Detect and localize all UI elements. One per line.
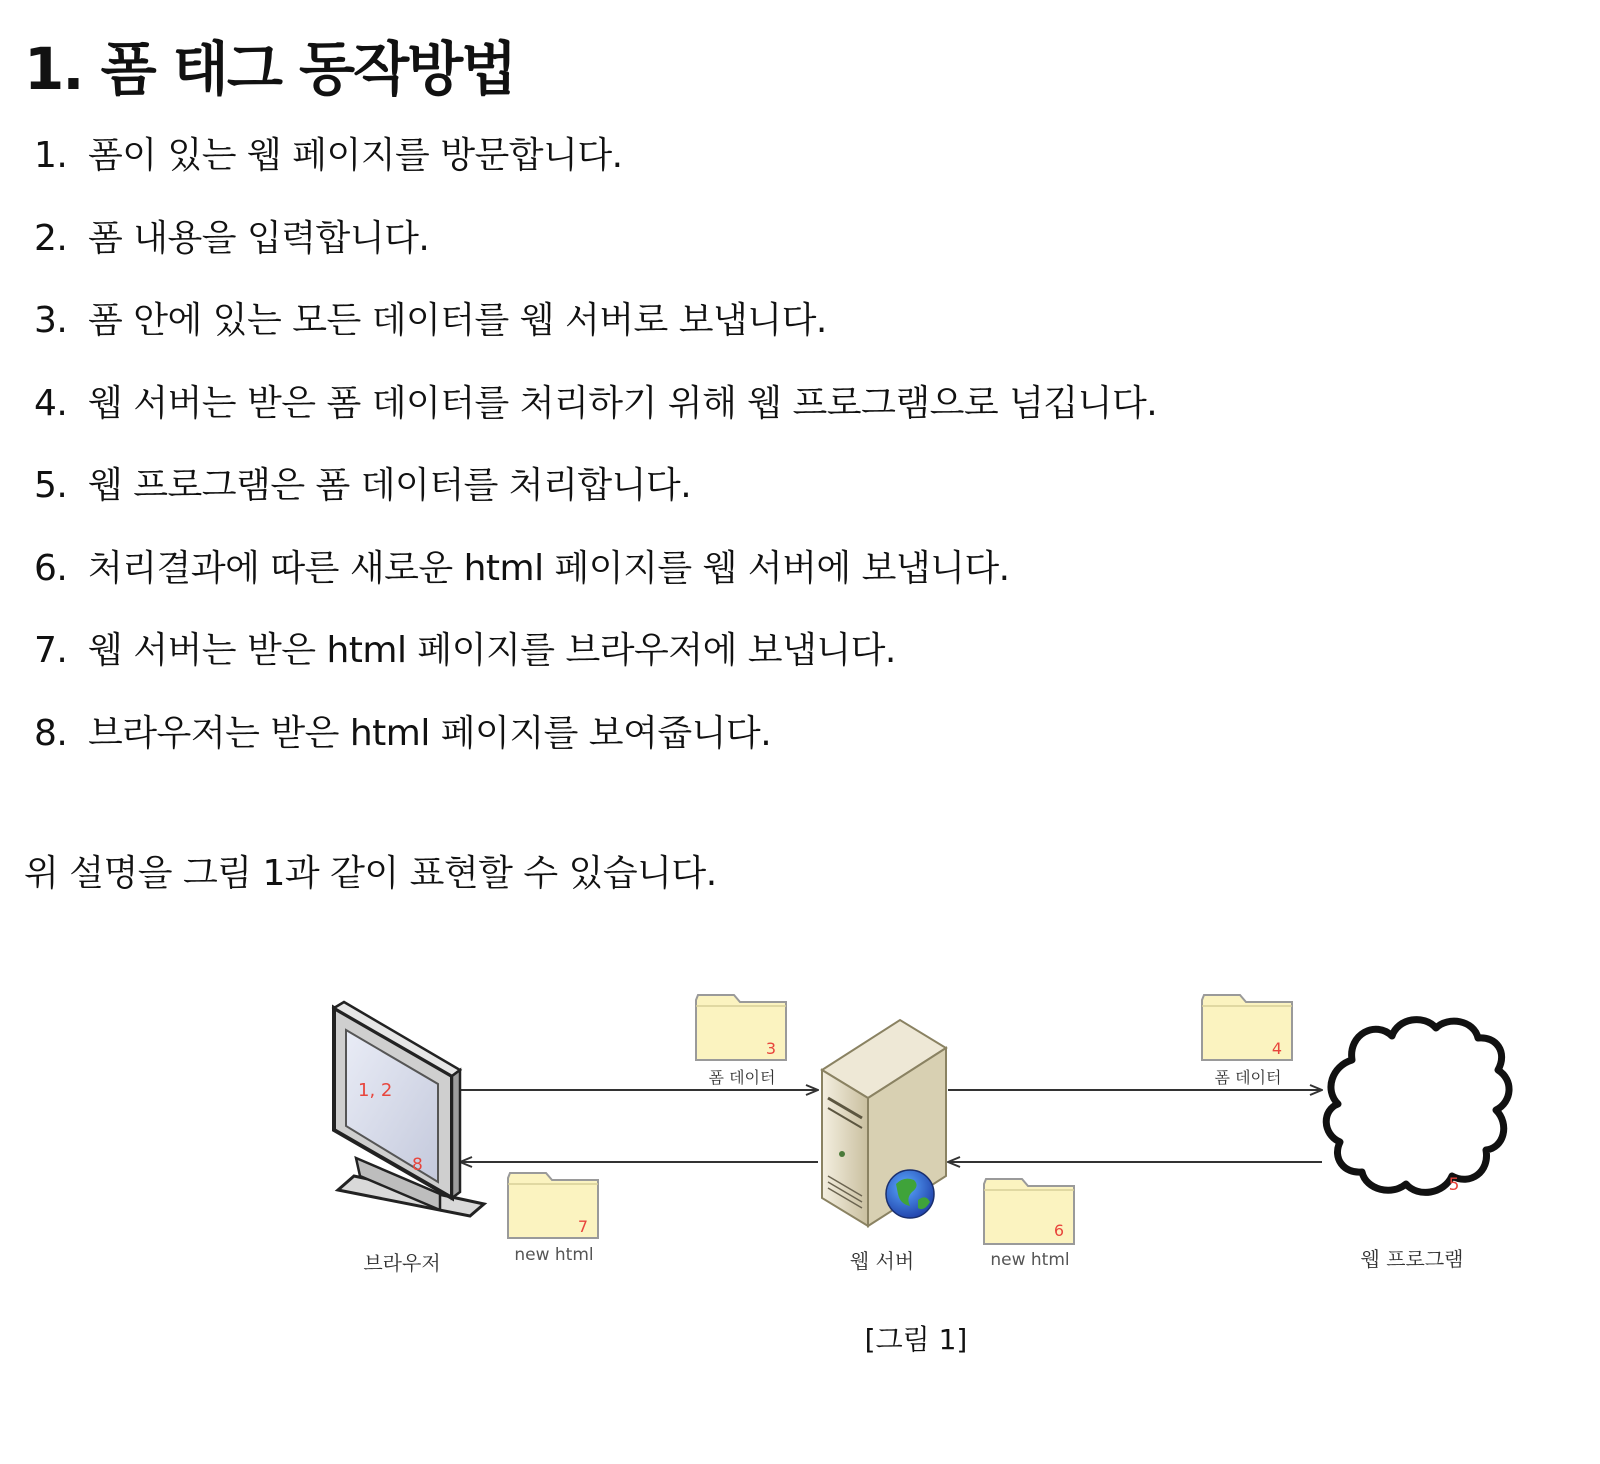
program-label: 웹 프로그램 [1360, 1247, 1464, 1271]
folder-number: 3 [765, 1039, 776, 1058]
step-number: 5. [34, 465, 68, 506]
step-text: 폼이 있는 웹 페이지를 방문합니다. [88, 135, 623, 176]
form-flow-diagram [320, 980, 1520, 1290]
step-text: 폼 안에 있는 모든 데이터를 웹 서버로 보냅니다. [88, 300, 827, 341]
list-item [34, 543, 1157, 626]
folder-label: new html [990, 1250, 1070, 1270]
step-number: 7. [34, 630, 68, 671]
step-number: 8. [34, 712, 68, 754]
step-text: 웹 서버는 받은 폼 데이터를 처리하기 위해 웹 프로그램으로 넘깁니다. [88, 382, 1158, 424]
folder-number: 7 [577, 1217, 588, 1236]
step-text: 폼 내용을 입력합니다. [88, 217, 430, 259]
cloud-icon [1326, 1020, 1509, 1193]
step-number: 4. [34, 382, 68, 424]
screen-label-bottom: 8 [412, 1155, 423, 1175]
folder-number: 6 [1053, 1221, 1064, 1240]
page-title: 1. 폼 태그 동작방법 [24, 35, 516, 103]
step-number: 6. [34, 547, 68, 589]
list-item [34, 295, 1157, 378]
step-text: 웹 서버는 받은 html 페이지를 브라우저에 보냅니다. [88, 630, 896, 671]
list-item [34, 460, 1157, 543]
list-item [34, 625, 1157, 708]
folder-number: 4 [1271, 1039, 1282, 1058]
browser-label: 브라우저 [363, 1251, 441, 1275]
server-label: 웹 서버 [849, 1249, 915, 1273]
step-text: 처리결과에 따른 새로운 html 페이지를 웹 서버에 보냅니다. [88, 547, 1010, 589]
folder-label: new html [514, 1245, 594, 1265]
figure-caption: [그림 1] [864, 1323, 968, 1356]
steps-list [34, 130, 1157, 790]
list-item [34, 378, 1157, 461]
step-number: 1. [34, 135, 68, 176]
monitor-icon [334, 1002, 484, 1216]
list-item [34, 708, 1157, 791]
step-number: 3. [34, 300, 68, 341]
summary-text: 위 설명을 그림 1과 같이 표현할 수 있습니다. [24, 853, 717, 894]
folder-label: 폼 데이터 [1214, 1068, 1282, 1087]
globe-icon [886, 1170, 934, 1218]
cloud-number: 5 [1448, 1175, 1460, 1195]
folder-label: 폼 데이터 [708, 1068, 776, 1087]
step-text: 웹 프로그램은 폼 데이터를 처리합니다. [88, 465, 692, 506]
list-item [34, 213, 1157, 296]
list-item [34, 130, 1157, 213]
screen-label-top: 1, 2 [358, 1080, 393, 1101]
step-number: 2. [34, 217, 68, 259]
step-text: 브라우저는 받은 html 페이지를 보여줍니다. [88, 712, 772, 754]
